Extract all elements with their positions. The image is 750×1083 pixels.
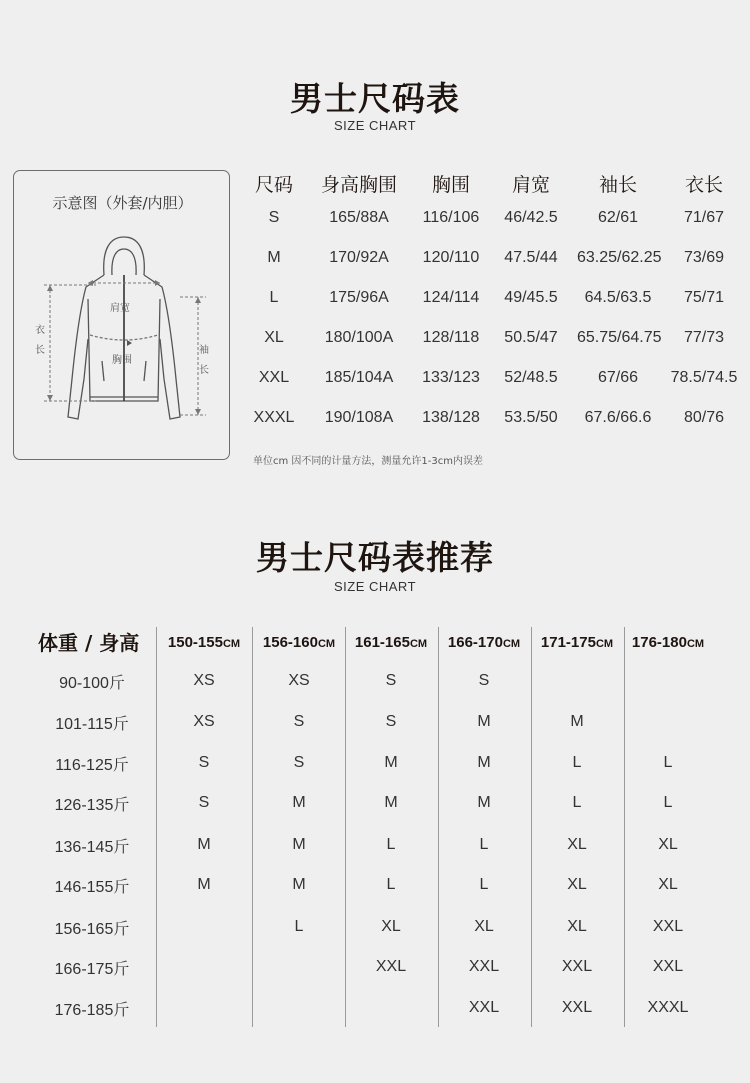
size-chart-cell: 63.25/62.25: [577, 249, 662, 266]
length-label: 衣长: [35, 325, 45, 356]
size-chart-cell: M: [267, 249, 281, 266]
size-chart-cell: 64.5/63.5: [584, 289, 652, 306]
height-header: [158, 634, 250, 651]
size-chart-cell: 75/71: [683, 289, 725, 306]
diagram-caption: 示意图（外套/内胆）: [52, 194, 193, 212]
recommended-size: XL: [658, 876, 678, 893]
weight-label: 90-100斤: [59, 675, 125, 692]
weight-label: 176-185斤: [54, 1002, 130, 1019]
height-header: [345, 634, 437, 651]
recommended-size: S: [293, 713, 305, 730]
recommended-size: M: [197, 876, 211, 893]
recommended-size: XL: [658, 836, 678, 853]
recommended-size: XS: [193, 713, 215, 730]
height-unit: CM: [595, 638, 614, 650]
recommended-size: XXL: [652, 958, 684, 975]
recommended-size: L: [479, 876, 489, 893]
size-chart-cell: 170/92A: [329, 249, 389, 266]
recommended-size: XL: [567, 876, 587, 893]
garment-diagram: [13, 170, 230, 460]
size-chart-cell: 65.75/64.75: [577, 329, 662, 346]
size-chart-cell: 78.5/74.5: [670, 369, 738, 386]
measurement-note: 单位cm 因不同的计量方法，测量允许1-3cm内误差: [253, 456, 483, 467]
recommended-size: XXL: [652, 918, 684, 935]
size-chart-cell: 52/48.5: [504, 369, 558, 386]
recommended-size: XXL: [468, 999, 500, 1016]
recommended-size: L: [479, 836, 489, 853]
recommended-size: M: [197, 836, 211, 853]
recommended-size: XL: [567, 836, 587, 853]
size-chart-cell: 67.6/66.6: [584, 409, 652, 426]
size-chart-cell: 180/100A: [324, 329, 394, 346]
size-chart-cell: 50.5/47: [504, 329, 558, 346]
recommended-size: M: [570, 713, 584, 730]
size-chart-cell: 46/42.5: [504, 209, 558, 226]
chest-label: 胸围: [112, 355, 132, 366]
hood-outline: [104, 237, 145, 275]
col-header-height-chest: 身高胸围: [320, 174, 397, 196]
size-chart-cell: 165/88A: [329, 209, 389, 226]
weight-label: 136-145斤: [54, 839, 130, 856]
size-chart-cell: XXL: [258, 369, 290, 386]
size-chart-cell: 67/66: [597, 369, 639, 386]
height-range: 161-165: [354, 634, 410, 651]
weight-label: 156-165斤: [54, 921, 130, 938]
height-unit: CM: [686, 638, 705, 650]
recommended-size: M: [477, 713, 491, 730]
height-range: 166-170: [447, 634, 503, 651]
height-header: [438, 634, 530, 651]
height-unit: CM: [222, 638, 241, 650]
size-chart-cell: XXXL: [253, 409, 295, 426]
size-chart-cell: 77/73: [683, 329, 725, 346]
recommended-size: L: [663, 794, 673, 811]
recommended-size: S: [198, 794, 210, 811]
size-chart-cell: S: [268, 209, 280, 226]
col-header-length: 衣长: [684, 174, 723, 196]
size-chart-cell: L: [269, 289, 279, 306]
recommended-size: S: [293, 754, 305, 771]
height-range: 150-155: [167, 634, 223, 651]
weight-label: 116-125斤: [55, 757, 129, 774]
recommended-size: L: [572, 794, 582, 811]
recommended-size: S: [385, 713, 397, 730]
recommended-size: M: [384, 754, 398, 771]
height-header: [253, 634, 345, 651]
size-chart-cell: 124/114: [422, 289, 480, 306]
height-header: [531, 634, 623, 651]
size-chart-cell: 116/106: [422, 209, 480, 226]
col-header-sleeve: 袖长: [598, 174, 637, 196]
recommended-size: XL: [381, 918, 401, 935]
size-chart-cell: 62/61: [597, 209, 639, 226]
recommended-size: XL: [567, 918, 587, 935]
recommended-size: XXL: [468, 958, 500, 975]
recommended-size: XS: [288, 672, 310, 689]
recommended-size: L: [294, 918, 304, 935]
recommended-size: L: [663, 754, 673, 771]
recommended-size: M: [292, 876, 306, 893]
weight-label: 146-155斤: [54, 879, 130, 896]
recommended-size: M: [292, 794, 306, 811]
weight-label: 101-115斤: [55, 716, 129, 733]
size-chart-cell: 120/110: [422, 249, 480, 266]
recommended-size: XS: [193, 672, 215, 689]
recommended-size: XXL: [561, 999, 593, 1016]
recommended-size: S: [478, 672, 490, 689]
size-chart-cell: 73/69: [683, 249, 725, 266]
recommended-size: L: [386, 836, 396, 853]
size-chart-cell: 47.5/44: [504, 249, 558, 266]
recommended-size: XXL: [561, 958, 593, 975]
hood-inner: [112, 249, 136, 275]
height-unit: CM: [409, 638, 428, 650]
size-chart-cell: 53.5/50: [504, 409, 558, 426]
size-chart-cell: 80/76: [683, 409, 725, 426]
sleeve-label: 袖长: [199, 345, 209, 376]
shoulder-label: 肩宽: [110, 303, 130, 314]
size-chart-cell: 190/108A: [324, 409, 394, 426]
recommended-size: L: [386, 876, 396, 893]
recommended-size: S: [385, 672, 397, 689]
weight-height-header: 体重 / 身高: [38, 631, 140, 655]
recommended-size: XL: [474, 918, 494, 935]
recommended-size: M: [292, 836, 306, 853]
size-chart-cell: XL: [264, 329, 284, 346]
height-unit: CM: [502, 638, 521, 650]
recommend-subtitle: SIZE CHART: [333, 579, 417, 594]
size-chart-cell: 185/104A: [324, 369, 394, 386]
height-range: 176-180: [631, 634, 687, 651]
recommended-size: XXXL: [647, 999, 689, 1016]
recommended-size: L: [572, 754, 582, 771]
size-chart-title: 男士尺码表: [290, 79, 460, 118]
col-header-chest: 胸围: [431, 174, 470, 196]
size-chart-cell: 175/96A: [329, 289, 389, 306]
recommend-title: 男士尺码表推荐: [256, 538, 494, 577]
recommended-size: M: [384, 794, 398, 811]
size-chart-cell: 138/128: [422, 409, 480, 426]
weight-label: 126-135斤: [54, 797, 130, 814]
recommended-size: M: [477, 794, 491, 811]
size-chart-cell: 71/67: [683, 209, 725, 226]
col-header-shoulder: 肩宽: [511, 174, 550, 196]
column-divider: [156, 627, 157, 1027]
size-chart-cell: 133/123: [422, 369, 480, 386]
recommended-size: XXL: [375, 958, 407, 975]
height-header: [622, 634, 714, 651]
height-range: 171-175: [540, 634, 596, 651]
height-unit: CM: [317, 638, 336, 650]
weight-label: 166-175斤: [54, 961, 130, 978]
recommended-size: M: [477, 754, 491, 771]
col-header-size: 尺码: [254, 174, 293, 196]
size-chart-subtitle: SIZE CHART: [333, 118, 417, 133]
size-chart-cell: 49/45.5: [504, 289, 558, 306]
height-range: 156-160: [262, 634, 318, 651]
size-chart-cell: 128/118: [422, 329, 480, 346]
recommended-size: S: [198, 754, 210, 771]
